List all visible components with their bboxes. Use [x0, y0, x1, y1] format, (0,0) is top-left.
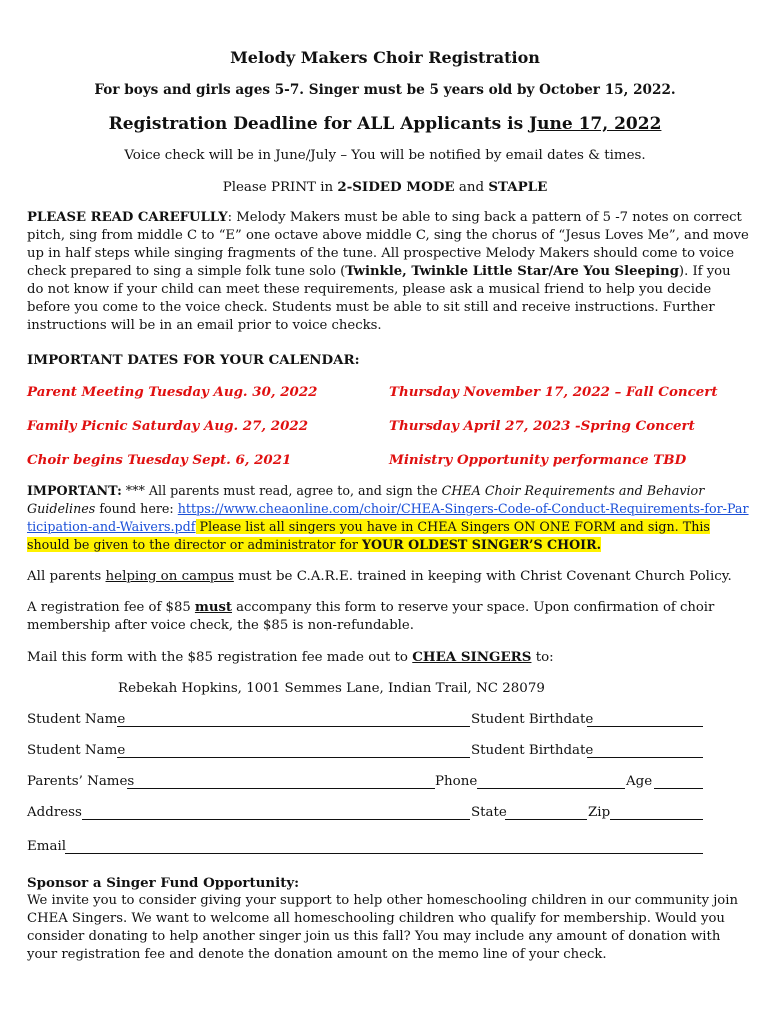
student-name-label: Student Name	[27, 712, 126, 727]
zip-label: Zip	[588, 805, 611, 820]
student-birthdate-label: Student Birthdate	[471, 712, 594, 727]
mailing-address: Rebekah Hopkins, 1001 Semmes Lane, Indian Trail, NC 28079	[118, 681, 545, 696]
important-paragraph	[27, 482, 749, 554]
date-family-picnic: Family Picnic Saturday Aug. 27, 2022	[27, 418, 309, 434]
print-mode: 2-SIDED MODE	[337, 179, 455, 195]
care-text-2: must be C.A.R.E. trained in keeping with Christ Covenant Church Policy.	[233, 569, 732, 584]
page-title: Melody Makers Choir Registration	[230, 48, 540, 67]
read-carefully-label: PLEASE READ CAREFULLY	[27, 210, 228, 225]
date-ministry-performance: Ministry Opportunity performance TBD	[389, 452, 687, 468]
student-birthdate-field[interactable]	[587, 726, 703, 727]
student-name-label: Student Name	[27, 743, 126, 758]
date-fall-concert: Thursday November 17, 2022 – Fall Concert	[389, 384, 718, 400]
address-field[interactable]	[82, 819, 470, 820]
state-field[interactable]	[505, 819, 587, 820]
oldest-singer-highlight: YOUR OLDEST SINGER’S CHOIR.	[361, 537, 602, 552]
parents-names-label: Parents’ Names	[27, 774, 135, 789]
email-row	[27, 838, 707, 856]
mail-text-1: Mail this form with the $85 registration fee made out to	[27, 650, 413, 665]
print-staple: STAPLE	[488, 179, 548, 195]
parents-row	[27, 773, 707, 791]
student-row-1	[27, 711, 707, 729]
address-label: Address	[27, 805, 82, 820]
read-carefully-paragraph	[27, 209, 749, 335]
state-label: State	[471, 805, 507, 820]
care-training-note	[27, 568, 732, 586]
student-birthdate-field[interactable]	[587, 757, 703, 758]
email-field[interactable]	[65, 853, 703, 854]
student-name-field[interactable]	[117, 757, 470, 758]
important-text-2: found here:	[95, 501, 178, 516]
read-carefully-text-2: ). If you do not know if your child can meet these requirements, please ask a musical friend to help you decide before you come to the voice check. Students must be able to sit still and receive instructions. Further instructions will be in an email prior to voice checks.	[27, 264, 731, 333]
student-name-field[interactable]	[117, 726, 470, 727]
important-label: IMPORTANT:	[27, 483, 122, 498]
deadline-prefix: Registration Deadline for ALL Applicants is	[108, 114, 530, 134]
student-row-2	[27, 742, 707, 760]
payee-name: CHEA SINGERS	[412, 649, 532, 665]
parents-names-field[interactable]	[127, 788, 435, 789]
print-and: and	[454, 180, 489, 195]
date-spring-concert: Thursday April 27, 2023 -Spring Concert	[389, 418, 695, 434]
mail-text-2: to:	[531, 650, 554, 665]
phone-label: Phone	[435, 774, 478, 789]
deadline-date: June 17, 2022	[529, 114, 662, 134]
sponsor-heading: Sponsor a Singer Fund Opportunity:	[27, 875, 300, 891]
print-instructions	[0, 178, 770, 197]
date-parent-meeting: Parent Meeting Tuesday Aug. 30, 2022	[27, 384, 318, 400]
age-field[interactable]	[654, 788, 703, 789]
voice-check-note: Voice check will be in June/July – You will be notified by email dates & times.	[124, 148, 646, 163]
age-requirement: For boys and girls ages 5-7. Singer must be 5 years old by October 15, 2022.	[94, 82, 676, 98]
address-row	[27, 804, 707, 822]
print-prefix: Please PRINT in	[222, 180, 338, 195]
important-dates-heading: IMPORTANT DATES FOR YOUR CALENDAR:	[27, 352, 360, 368]
guidelines-title: CHEA Choir Requirements and Behavior Guidelines	[27, 483, 705, 516]
zip-field[interactable]	[610, 819, 703, 820]
phone-field[interactable]	[477, 788, 625, 789]
email-label: Email	[27, 839, 67, 854]
solo-songs: Twinkle, Twinkle Little Star/Are You Sleeping	[345, 264, 679, 279]
student-birthdate-label: Student Birthdate	[471, 743, 594, 758]
age-label: Age	[626, 774, 653, 789]
helping-on-campus: helping on campus	[105, 569, 234, 584]
guidelines-link[interactable]: https://www.cheaonline.com/choir/CHEA-Singers-Code-of-Conduct-Requirements-for-Participation-and-Waivers.pdf	[27, 501, 749, 534]
important-text-1: *** All parents must read, agree to, and sign the	[121, 483, 442, 498]
fee-text-1: A registration fee of $85	[27, 600, 195, 615]
fee-paragraph	[27, 599, 749, 635]
fee-text-2: accompany this form to reserve your space. Upon confirmation of choir membership after voice check, the $85 is non-refundable.	[27, 600, 715, 633]
care-text-1: All parents	[27, 569, 106, 584]
read-carefully-text-1: : Melody Makers must be able to sing back a pattern of 5 -7 notes on correct pitch, sing from middle C to “E” one octave above middle C, sing the chorus of “Jesus Loves Me”, and move up in half steps while singing fragments of the tune. All prospective Melody Makers should come to voice check prepared to sing a simple folk tune solo (	[27, 210, 749, 279]
sponsor-paragraph: We invite you to consider giving your support to help other homeschooling children in our community join CHEA Singers. We want to welcome all homeschooling children who qualify for membership. Would you consider donating to help another singer join us this fall? You may include any amount of donation with your registration fee and denote the donation amount on the memo line of your check.	[27, 893, 738, 962]
registration-deadline	[0, 113, 770, 135]
fee-must: must	[194, 600, 232, 615]
one-form-highlight: Please list all singers you have in CHEA Singers ON ONE FORM and sign. This should be given to the director or administrator for	[27, 519, 710, 552]
mail-instructions	[27, 648, 554, 667]
date-choir-begins: Choir begins Tuesday Sept. 6, 2021	[27, 452, 292, 468]
